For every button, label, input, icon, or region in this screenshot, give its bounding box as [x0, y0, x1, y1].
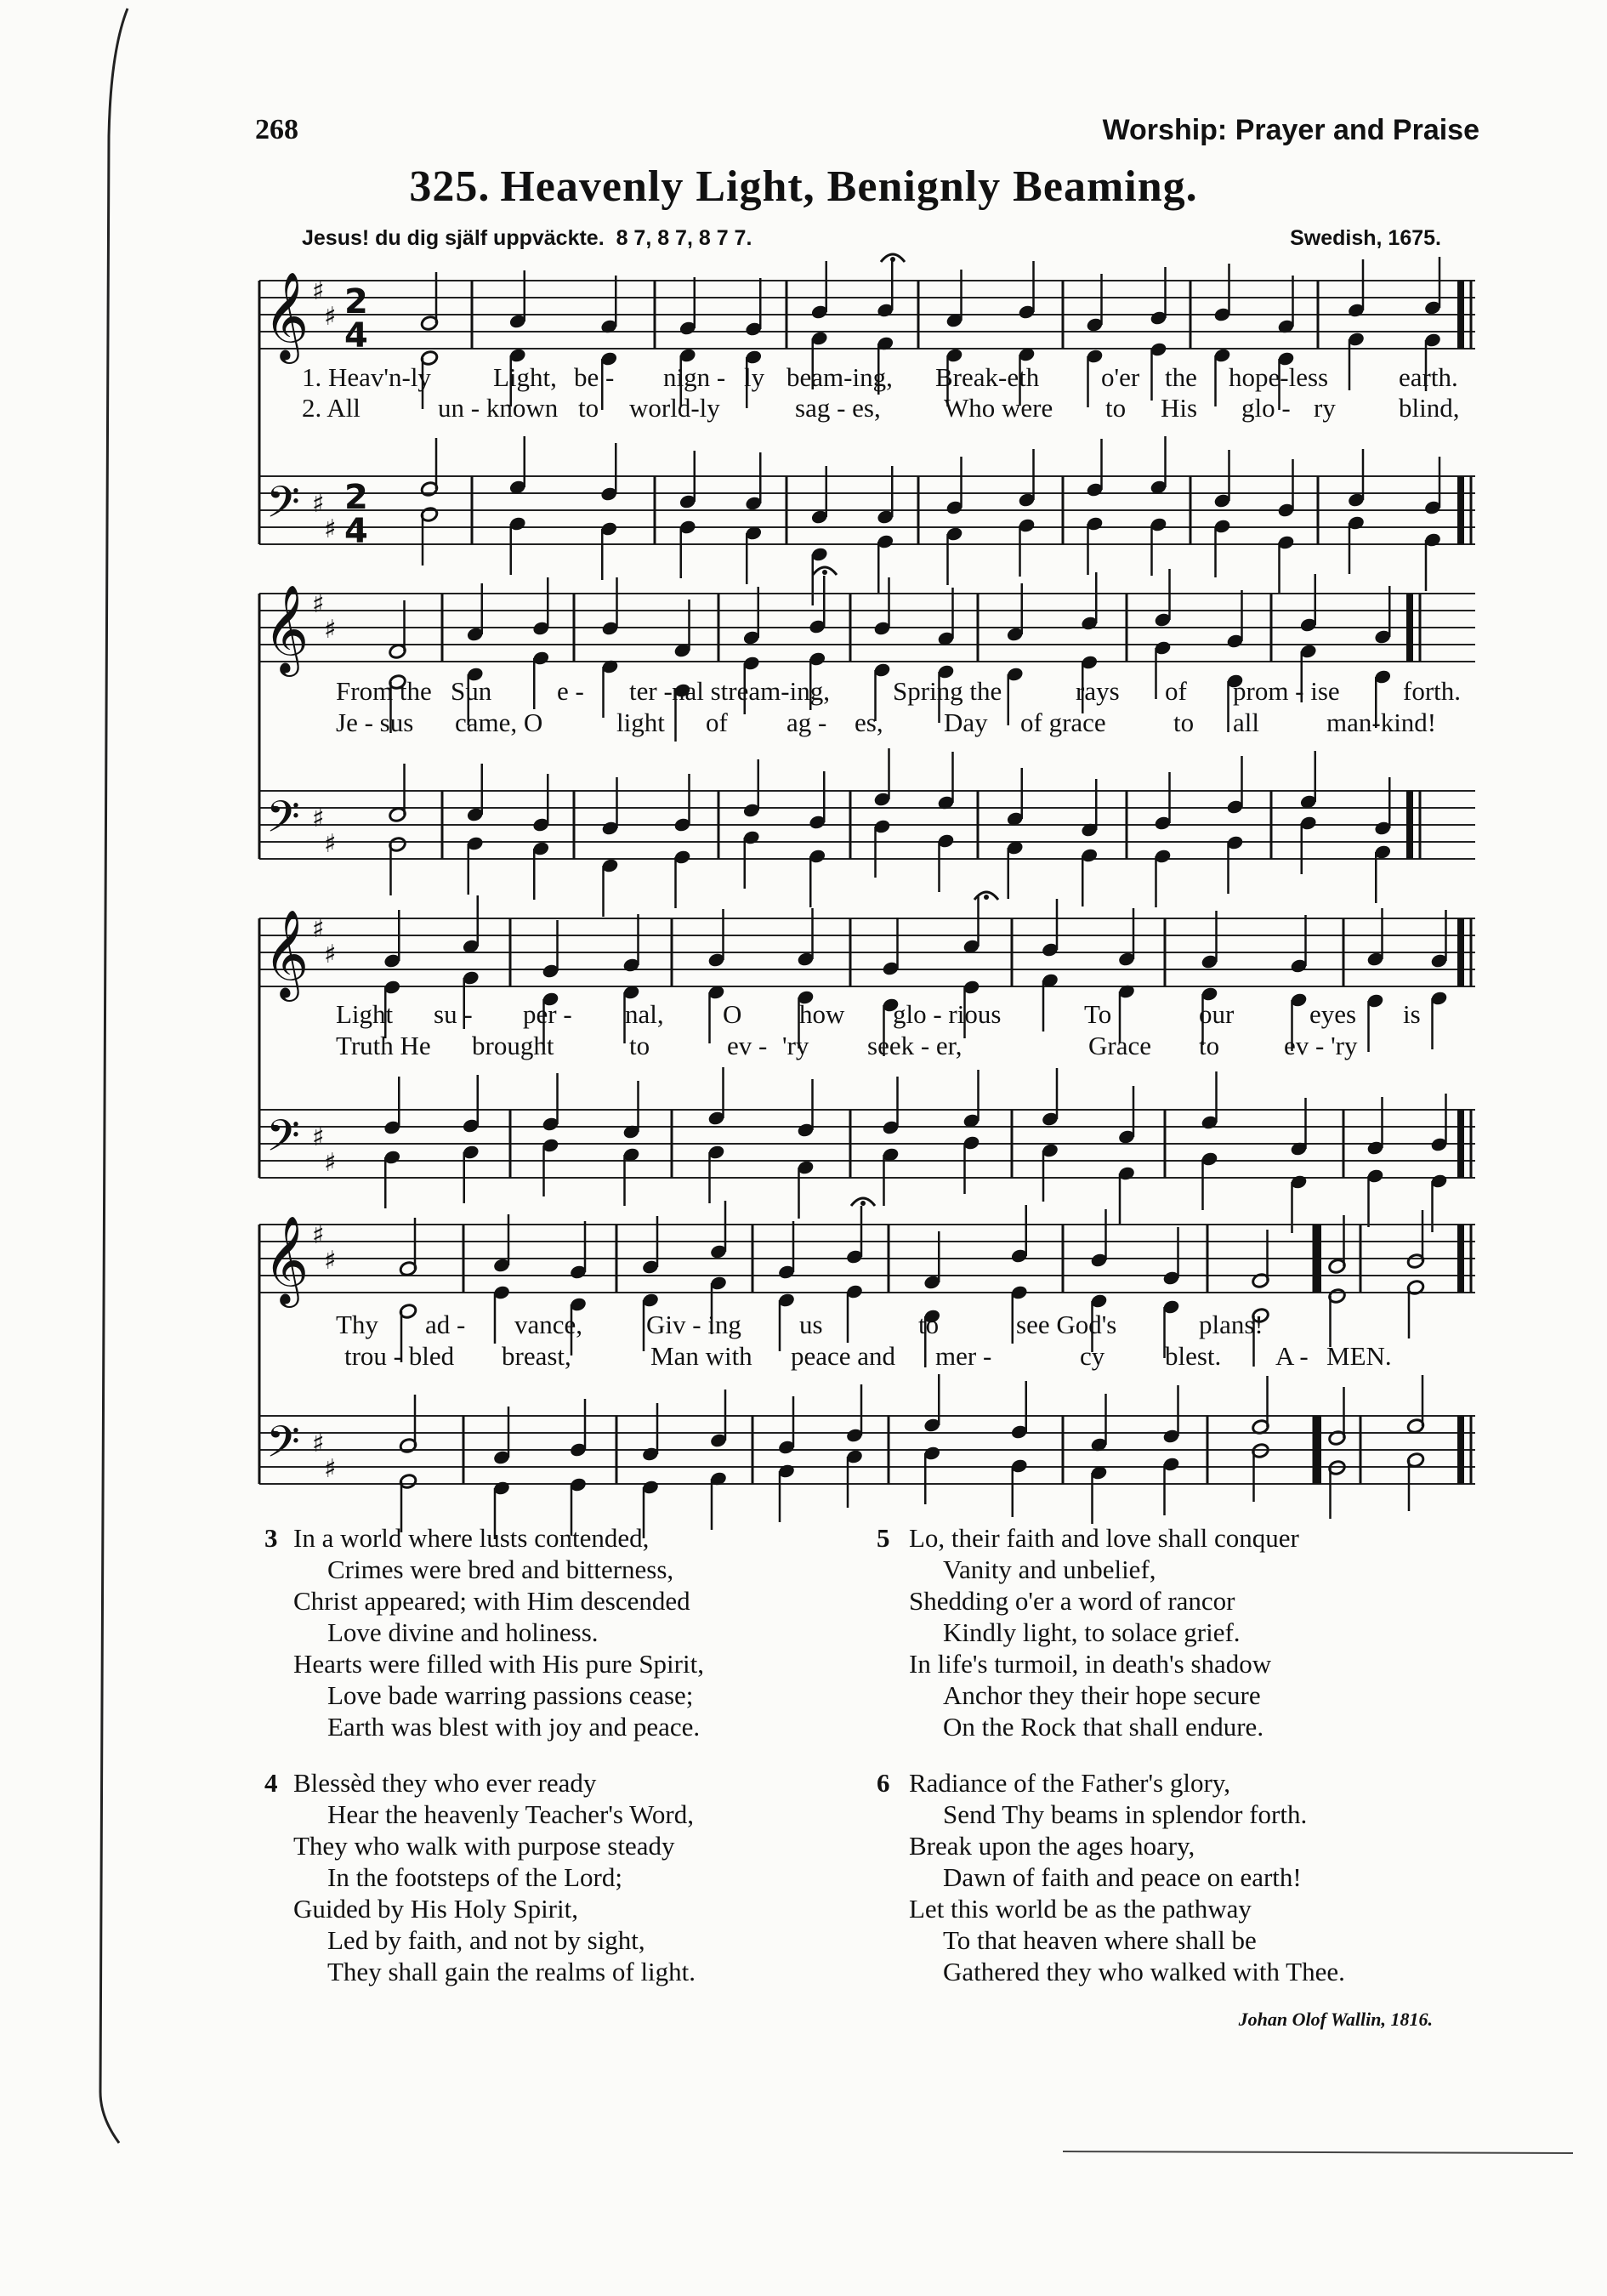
lyric-syllable: Who were [944, 393, 1053, 423]
lyric-syllable: cy [1080, 1341, 1105, 1371]
verse-line: Send Thy beams in splendor forth. [943, 1799, 1308, 1829]
lyric-syllable: breast, [502, 1341, 571, 1371]
lyric-syllable: Day [944, 708, 988, 737]
sharp-icon: ♯ [324, 1454, 337, 1484]
time-signature-bottom: 4 [344, 316, 368, 355]
lyric-syllable: vance, [514, 1310, 583, 1339]
bass-clef-icon: 𝄢 [266, 1110, 300, 1172]
treble-clef-icon: 𝄞 [264, 271, 309, 361]
sharp-icon: ♯ [312, 1429, 325, 1458]
sharp-icon: ♯ [324, 514, 337, 544]
lyric-syllable: ad - [425, 1310, 466, 1339]
lyric-syllable: prom - ise [1233, 676, 1340, 706]
sharp-icon: ♯ [324, 940, 337, 969]
lyric-syllable: blest. [1165, 1341, 1222, 1371]
verse-line: Vanity and unbelief, [943, 1554, 1156, 1584]
sharp-icon: ♯ [324, 1148, 337, 1178]
time-signature-top: 2 [344, 478, 368, 517]
verse-line: Lo, their faith and love shall conquer [909, 1523, 1299, 1553]
lyric-syllable: Giv - ing [646, 1310, 741, 1339]
lyric-syllable: see God's [1016, 1310, 1117, 1339]
lyric-syllable: es, [855, 708, 883, 737]
lyric-syllable: His [1161, 393, 1198, 423]
treble-clef-icon: 𝄞 [264, 584, 309, 673]
bass-clef-icon: 𝄢 [266, 1416, 300, 1478]
lyric-syllable: Break-eth [935, 362, 1040, 392]
verse-line: They shall gain the realms of light. [327, 1957, 696, 1986]
lyric-syllable: o'er [1101, 362, 1140, 392]
verse-number: 5 [877, 1523, 890, 1553]
verse-line: On the Rock that shall endure. [943, 1712, 1264, 1742]
verse-number: 4 [264, 1768, 278, 1798]
sharp-icon: ♯ [324, 829, 337, 859]
lyric-syllable: forth. [1403, 676, 1462, 706]
lyric-syllable: Je - sus [336, 708, 414, 737]
verse-line: Hear the heavenly Teacher's Word, [327, 1799, 695, 1829]
verse-line: Crimes were bred and bitterness, [327, 1554, 674, 1584]
sharp-icon: ♯ [312, 276, 325, 306]
lyric-syllable: to [629, 1031, 650, 1060]
lyric-syllable: Grace [1088, 1031, 1151, 1060]
lyric-syllable: be - [574, 362, 615, 392]
lyric-syllable: nign - [663, 362, 726, 392]
lyric-syllable: Light [336, 999, 394, 1029]
lyric-syllable: 1. Heav'n-ly [302, 362, 431, 392]
lyric-syllable: ag - [786, 708, 827, 737]
verse-line: Guided by His Holy Spirit, [293, 1894, 578, 1924]
verse-line: To that heaven where shall be [943, 1925, 1257, 1955]
lyric-syllable: came, O [455, 708, 543, 737]
tune-source: Swedish, 1675. [1290, 226, 1441, 250]
lyric-syllable: A - [1275, 1341, 1309, 1371]
sharp-icon: ♯ [312, 589, 325, 619]
verse-line: Shedding o'er a word of rancor [909, 1586, 1235, 1616]
lyric-syllable: brought [472, 1031, 554, 1060]
sharp-icon: ♯ [312, 804, 325, 833]
lyric-syllable: rays [1076, 676, 1120, 706]
verse-line: Kindly light, to solace grief. [943, 1617, 1241, 1647]
lyric-syllable: mer - [935, 1341, 992, 1371]
sharp-icon: ♯ [312, 1122, 325, 1152]
verse-line: In life's turmoil, in death's shadow [909, 1649, 1272, 1679]
lyric-syllable: nal, [625, 999, 664, 1029]
lyric-syllable: 2. All [302, 393, 361, 423]
sharp-icon: ♯ [324, 615, 337, 645]
time-signature-bottom: 4 [344, 512, 368, 551]
original-title: Jesus! du dig själf uppväckte. [302, 226, 605, 250]
lyric-syllable: eyes [1309, 999, 1357, 1029]
lyric-syllable: glo - [1241, 393, 1291, 423]
verse-number: 6 [877, 1768, 890, 1798]
section-heading: Worship: Prayer and Praise [1102, 114, 1479, 146]
lyric-syllable: ly [744, 362, 765, 392]
meter: 8 7, 8 7, 8 7 7. [616, 226, 752, 250]
verse-line: In a world where lusts contended, [293, 1523, 650, 1553]
lyric-syllable: ev - [727, 1031, 768, 1060]
verse-line: Anchor they their hope secure [943, 1680, 1261, 1710]
verse-line: Blessèd they who ever ready [293, 1768, 597, 1798]
verse-line: Break upon the ages hoary, [909, 1831, 1195, 1861]
sharp-icon: ♯ [324, 302, 337, 332]
lyric-syllable: plans! [1199, 1310, 1263, 1339]
lyric-syllable: world-ly [629, 393, 720, 423]
lyric-syllable: ev - 'ry [1284, 1031, 1358, 1060]
sharp-icon: ♯ [312, 489, 325, 519]
sharp-icon: ♯ [324, 1246, 337, 1276]
lyric-syllable: us [799, 1310, 823, 1339]
lyric-syllable: light [616, 708, 665, 737]
verse-line: Love divine and holiness. [327, 1617, 599, 1647]
lyric-syllable: to [1173, 708, 1195, 737]
verse-line: Dawn of faith and peace on earth! [943, 1862, 1302, 1892]
lyric-syllable: to [1199, 1031, 1220, 1060]
lyric-syllable: glo - rious [893, 999, 1002, 1029]
verse-line: Hearts were filled with His pure Spirit, [293, 1649, 704, 1679]
lyric-syllable: of [1165, 676, 1187, 706]
verse-line: In the footsteps of the Lord; [327, 1862, 622, 1892]
verse-line: Christ appeared; with Him descended [293, 1586, 690, 1616]
page-number: 268 [255, 114, 298, 145]
lyric-syllable: to [578, 393, 599, 423]
treble-clef-icon: 𝄞 [264, 1215, 309, 1304]
verse-number: 3 [264, 1523, 278, 1553]
lyric-syllable: hope-less [1229, 362, 1329, 392]
lyric-syllable: To [1084, 999, 1112, 1029]
lyric-syllable: un - known [438, 393, 559, 423]
lyric-syllable: peace and [791, 1341, 896, 1371]
lyric-syllable: From the [336, 676, 432, 706]
bass-clef-icon: 𝄢 [266, 791, 300, 853]
lyric-syllable: Truth He [336, 1031, 431, 1060]
lyric-syllable: the [1165, 362, 1197, 392]
lyric-syllable: Light, [493, 362, 557, 392]
lyric-syllable: man-kind! [1326, 708, 1437, 737]
lyric-syllable: seek - er, [867, 1031, 962, 1060]
lyric-syllable: all [1233, 708, 1259, 737]
sharp-icon: ♯ [312, 914, 325, 944]
lyric-syllable: earth. [1399, 362, 1458, 392]
lyric-syllable: 'ry [782, 1031, 809, 1060]
verse-line: Gathered they who walked with Thee. [943, 1957, 1345, 1986]
verse-line: Let this world be as the pathway [909, 1894, 1252, 1924]
lyric-syllable: how [799, 999, 845, 1029]
sharp-icon: ♯ [312, 1220, 325, 1250]
lyric-syllable: per - [523, 999, 572, 1029]
bass-clef-icon: 𝄢 [266, 476, 300, 538]
verse-line: Love bade warring passions cease; [327, 1680, 694, 1710]
lyric-syllable: MEN. [1326, 1341, 1392, 1371]
lyric-syllable: O [723, 999, 742, 1029]
lyric-syllable: our [1199, 999, 1235, 1029]
verse-line: Earth was blest with joy and peace. [327, 1712, 701, 1742]
lyric-syllable: to [1105, 393, 1127, 423]
lyric-syllable: is [1403, 999, 1421, 1029]
lyric-syllable: Sun [451, 676, 492, 706]
time-signature-top: 2 [344, 282, 368, 321]
lyric-syllable: of grace [1020, 708, 1106, 737]
verse-line: They who walk with purpose steady [293, 1831, 675, 1861]
hymn-number: 325. [409, 162, 491, 211]
lyric-syllable: trou - bled [344, 1341, 455, 1371]
lyric-syllable: beam-ing, [786, 362, 893, 392]
lyric-syllable: Thy [336, 1310, 378, 1339]
lyric-syllable: Spring the [893, 676, 1002, 706]
lyric-syllable: Man with [650, 1341, 752, 1371]
lyric-syllable: e - [557, 676, 584, 706]
verse-line: Led by faith, and not by sight, [327, 1925, 645, 1955]
lyric-syllable: blind, [1399, 393, 1460, 423]
treble-clef-icon: 𝄞 [264, 909, 309, 998]
lyric-syllable: ter - [629, 676, 673, 706]
lyric-syllable: ry [1314, 393, 1336, 423]
verse-line: Radiance of the Father's glory, [909, 1768, 1231, 1798]
lyric-syllable: to [918, 1310, 940, 1339]
lyric-syllable: of [706, 708, 728, 737]
lyric-syllable: sag - es, [795, 393, 881, 423]
lyric-syllable: nal stream-ing, [672, 676, 830, 706]
hymn-title: Heavenly Light, Benignly Beaming. [500, 162, 1198, 211]
lyric-syllable: su - [434, 999, 473, 1029]
author-credit: Johan Olof Wallin, 1816. [1238, 2009, 1433, 2030]
